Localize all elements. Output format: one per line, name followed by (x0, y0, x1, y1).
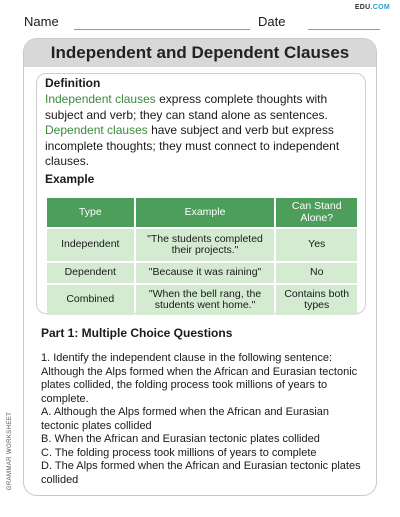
table-cell: Yes (276, 229, 357, 261)
table-cell: "The students completed their projects." (136, 229, 275, 261)
name-line (74, 29, 250, 30)
worksheet-title: Independent and Dependent Clauses (50, 43, 350, 62)
term-dependent: Dependent clauses (45, 123, 148, 137)
table-header-cell: Can Stand Alone? (276, 198, 357, 227)
title-bar (24, 39, 376, 67)
date-label: Date (258, 14, 286, 29)
side-label: GRAMMAR WORKSHEET (7, 411, 13, 491)
option-c[interactable]: C. The folding process took millions of years to complete (41, 446, 317, 459)
date-line (308, 29, 380, 30)
example-heading: Example (45, 171, 95, 186)
definition-heading: Definition (45, 76, 101, 90)
definition-independent: Independent clauses express complete thoughts with subject and verb; they can stand alone as sentences. (45, 92, 328, 122)
table-cell: No (276, 263, 357, 283)
table-cell: "Because it was raining" (136, 263, 275, 283)
worksheet-card (23, 38, 377, 496)
table-header-cell: Example (136, 198, 275, 227)
option-d[interactable]: D. The Alps formed when the African and Eurasian tectonic plates collided (41, 460, 361, 486)
table-header-row (47, 198, 357, 227)
table-row (47, 229, 357, 261)
option-b[interactable]: B. When the African and Eurasian tectonic plates collided (41, 433, 320, 445)
term-independent: Independent clauses (45, 92, 156, 106)
brand-logo: EDU.COM (354, 4, 390, 11)
option-a[interactable]: A. Although the Alps formed when the African and Eurasian tectonic plates collided (41, 406, 330, 432)
table-cell: Contains both types (276, 285, 357, 315)
table-cell: Independent (47, 229, 134, 261)
header-fields (24, 14, 380, 32)
table-cell: Dependent (47, 263, 134, 283)
name-label: Name (24, 14, 59, 29)
part1-title: Part 1: Multiple Choice Questions (41, 326, 233, 340)
definition-box (36, 73, 366, 314)
question-1 (41, 352, 369, 487)
example-table (45, 196, 359, 317)
question-text: 1. Identify the independent clause in the following sentence: Although the Alps formed when the African and Eurasian tectonic plates collided, the folding process took millions of years to complete. (41, 352, 358, 405)
table-cell: Combined (47, 285, 134, 315)
table-cell: "When the bell rang, the students went home." (136, 285, 275, 315)
definition-dependent: Dependent clauses have subject and verb but express incomplete thoughts; they must connect to independent clauses. (45, 123, 340, 168)
table-row (47, 285, 357, 315)
table-header-cell: Type (47, 198, 134, 227)
table-row (47, 263, 357, 283)
